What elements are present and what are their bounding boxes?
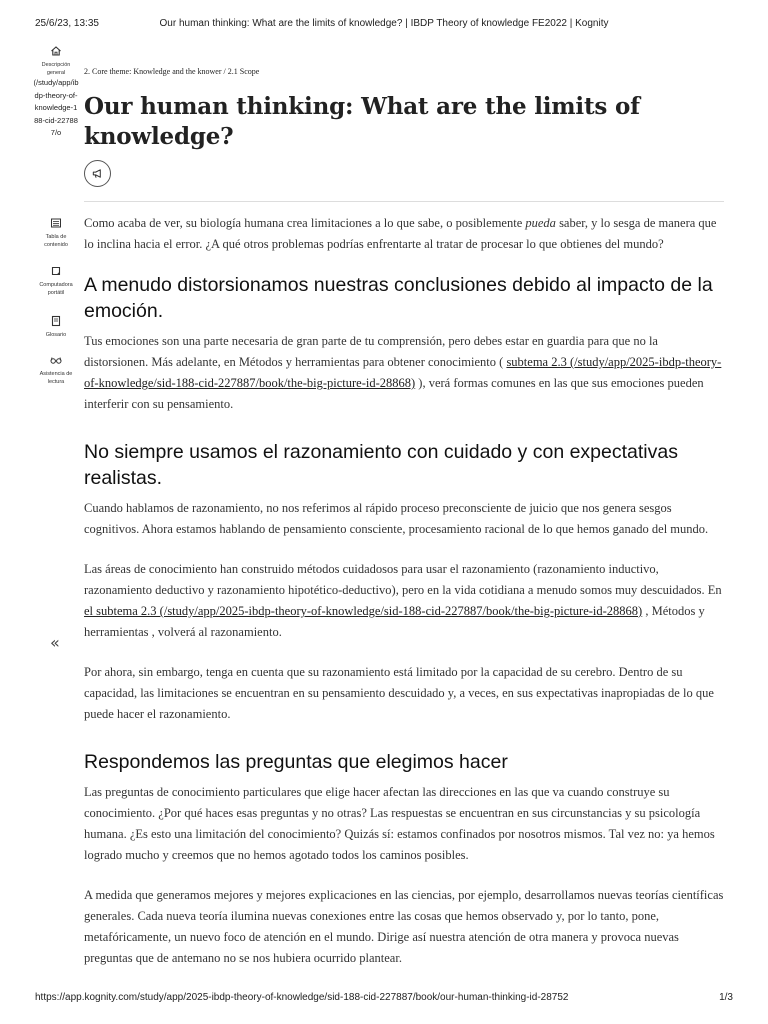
section-heading-emotion: A menudo distorsionamos nuestras conclusiones debido al impacto de la emoción. bbox=[84, 274, 713, 322]
main-content bbox=[84, 67, 724, 969]
reasoning-text: Las áreas de conocimiento han construido métodos cuidadosos para usar el razonamiento (razonamiento inductivo, razonamiento deductivo y razonamiento hipotético-deductivo), pero en la vida cotidiana a menudo somos muy descuidados. En bbox=[84, 562, 722, 597]
sidebar-item-overview[interactable] bbox=[33, 44, 79, 140]
print-datetime: 25/6/23, 13:35 bbox=[35, 18, 99, 29]
questions-paragraph-1: Las preguntas de conocimiento particulares que elige hacer afectan las direcciones en las que va cuando construye su conocimiento. ¿Por qué haces esas preguntas y no otras? Las respuestas se encuentran en sus circunstancias y su psicología humana. ¿Es esto una limitación del conocimiento? Quizás sí: estamos confinados por nosotros mismos. Tal vez no: ya hemos logrado mucho y creemos que no hemos agotado todos los caminos posibles. bbox=[84, 785, 715, 862]
intro-text: Como acaba de ver, su biología humana crea limitaciones a lo que sabe, o posiblemente bbox=[84, 216, 526, 230]
subtopic-2-3-link[interactable]: el subtema 2.3 (/study/app/2025-ibdp-theory-of-knowledge/sid-188-cid-227887/book/the-big-picture-id-28868) bbox=[84, 604, 643, 618]
sidebar-item-label: Descripción general bbox=[41, 62, 71, 76]
sidebar-item-label: Computadora portátil bbox=[39, 282, 73, 296]
sidebar-item-toc[interactable] bbox=[33, 216, 79, 249]
emotion-paragraph bbox=[84, 331, 724, 415]
collapse-icon[interactable]: « bbox=[50, 633, 60, 652]
intro-text-end: saber, y lo sesga de manera que lo inclina hacia el error. ¿A qué otros problemas podrías enfrentarte al tratar de procesar lo que obtienes del mundo? bbox=[84, 216, 717, 251]
intro-paragraph bbox=[84, 213, 724, 255]
sidebar-item-glossary[interactable] bbox=[33, 314, 79, 339]
sidebar-item-label: Glosario bbox=[45, 332, 67, 338]
glasses-icon bbox=[49, 353, 63, 367]
sidebar-item-label: Tabla de contenido bbox=[44, 234, 68, 248]
breadcrumb: 2. Core theme: Knowledge and the knower / 2.1 Scope bbox=[84, 67, 260, 76]
intro-emphasis: pueda bbox=[525, 216, 556, 230]
sidebar-item-portal[interactable] bbox=[33, 264, 79, 297]
page-title: Our human thinking: What are the limits of knowledge? bbox=[84, 93, 640, 150]
table-of-contents-icon bbox=[49, 216, 63, 230]
reasoning-text-end: , Métodos y herramientas , volverá al razonamiento. bbox=[84, 604, 705, 639]
sidebar-item-reading-assist[interactable] bbox=[33, 353, 79, 386]
section-heading-questions: Respondemos las preguntas que elegimos hacer bbox=[84, 751, 508, 773]
section-heading-reasoning: No siempre usamos el razonamiento con cuidado y con expectativas realistas. bbox=[84, 441, 678, 489]
subtopic-2-3-link[interactable]: subtema 2.3 (/study/app/2025-ibdp-theory-of-knowledge/sid-188-cid-227887/book/the-big-picture-id-28868) bbox=[84, 355, 722, 390]
divider bbox=[84, 201, 724, 202]
laptop-icon bbox=[49, 264, 63, 278]
emotion-text: Tus emociones son una parte necesaria de gran parte de tu comprensión, pero debes estar en guardia para que no la distorsionen. Más adelante, en Métodos y herramientas para obtener conocimiento ( bbox=[84, 334, 658, 369]
print-page-number: 1/3 bbox=[719, 992, 733, 1003]
megaphone-icon bbox=[91, 167, 104, 180]
reasoning-paragraph-3: Por ahora, sin embargo, tenga en cuenta que su razonamiento está limitado por la capacidad de su cerebro. Dentro de su capacidad, las limitaciones se encuentran en su pensamiento descuidado y, a veces, en sus expectativas inapropiadas de lo que puede hacer el razonamiento. bbox=[84, 665, 714, 721]
home-icon bbox=[49, 44, 63, 58]
reasoning-paragraph-1: Cuando hablamos de razonamiento, no nos referimos al rápido proceso preconsciente de juicio que nos genera sesgos cognitivos. Ahora estamos hablando de pensamiento consciente, procesamiento racional de lo que hemos ganado del mundo. bbox=[84, 501, 709, 536]
sidebar-item-label: Asistencia de lectura bbox=[39, 371, 73, 385]
print-page-title: Our human thinking: What are the limits of knowledge? | IBDP Theory of knowledge FE2022 | Kognity bbox=[159, 18, 609, 29]
print-url: https://app.kognity.com/study/app/2025-ibdp-theory-of-knowledge/sid-188-cid-227887/book/our-human-thinking-id-28752 bbox=[35, 992, 569, 1003]
glossary-icon bbox=[49, 314, 63, 328]
emotion-text-end: ), verá formas comunes en las que sus emociones pueden interferir con su pensamiento. bbox=[84, 376, 704, 411]
questions-paragraph-2: A medida que generamos mejores y mejores explicaciones en las ciencias, por ejemplo, desarrollamos nuevas teorías científicas generales. Cada nueva teoría ilumina nuevas conexiones entre las cosas que hemos observado y, por lo tanto, pone, metafóricamente, un nuevo foco de atención en el mundo. Dirige así nuestra atención de otra manera y provoca nuevas preguntas que de antemano no se nos hubiera ocurrido plantear. bbox=[84, 888, 724, 965]
reasoning-paragraph-2 bbox=[84, 559, 724, 643]
audio-button[interactable] bbox=[84, 160, 111, 187]
sidebar-overview-url: (/study/app/ibdp-theory-of-knowledge-188-cid-227887/o bbox=[33, 78, 79, 137]
